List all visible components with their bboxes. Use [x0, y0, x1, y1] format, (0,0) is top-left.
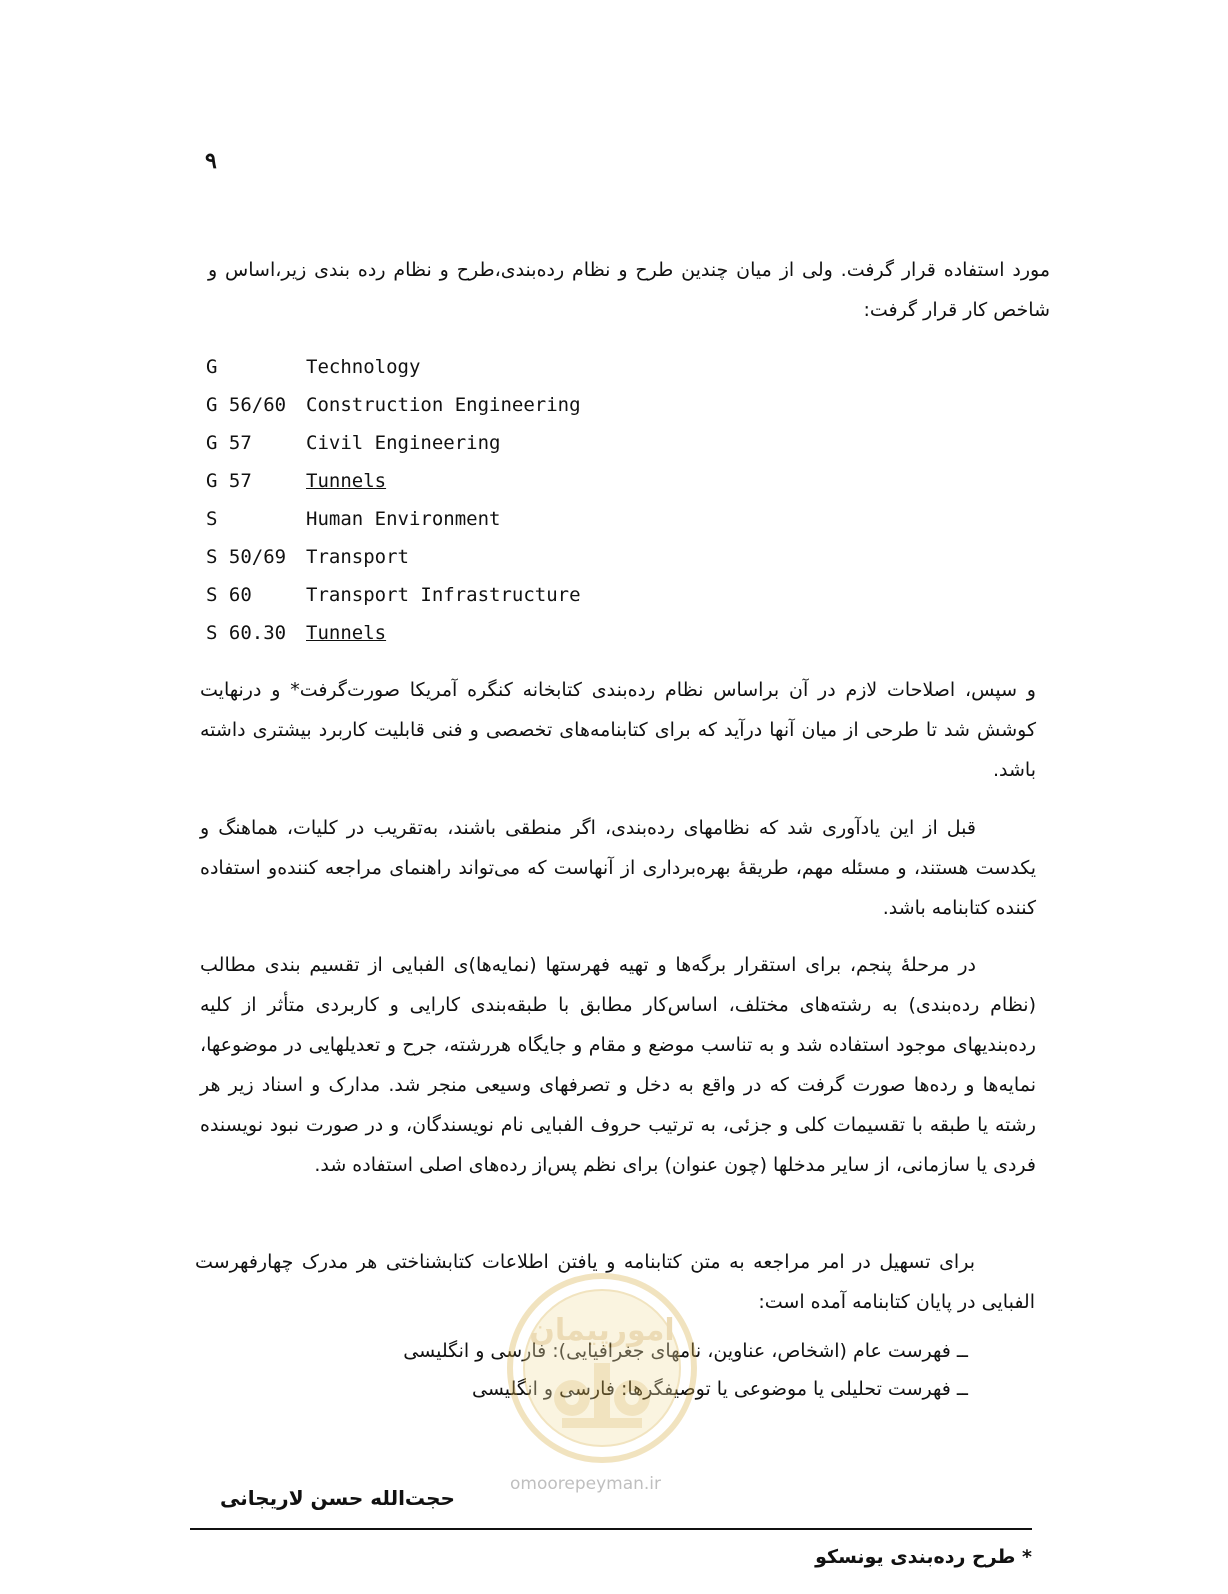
classification-code: G 57 [206, 432, 252, 454]
classification-code: S [206, 508, 218, 530]
classification-label: Transport [306, 546, 409, 568]
classification-label: Tunnels [306, 622, 387, 644]
classification-row [206, 462, 581, 500]
classification-code: S 50/69 [206, 546, 287, 568]
classification-row [206, 386, 581, 424]
watermark-text: امورپیمان [529, 1313, 675, 1348]
index-item-subject: ــ فهرست تحلیلی یا موضوعی یا توصیفگرها: فارسی و انگلیسی [472, 1378, 968, 1400]
classification-code: G [206, 356, 218, 378]
classification-label: Civil Engineering [306, 432, 501, 454]
classification-label: Technology [306, 356, 421, 378]
page-number: ۹ [205, 148, 217, 174]
paragraph-fifth-stage: در مرحلهٔ پنجم، برای استقرار برگه‌ها و تهیه فهرستها (نمایه‌ها)ی الفبایی از تقسیم بندی مطالب (نظام رده‌بندی) به رشته‌های مختلف، اساس‌کار مطابق با طبقه‌بندی کارایی و کاربردی متأثر از کلیه رده‌بندیهای موجود استفاده شد و به تناسب موضع و مقام و جایگاه هررشته، جرح و تعدیلهایی در موضوعها، نمایه‌ها و رده‌ها صورت گرفت که در واقع به دخل و تصرفهای وسیعی منجر شد. مدارک و اسناد زیر هر رشته یا طبقه با تقسیمات کلی و جزئی، به ترتیب حروف الفبایی نام نویسندگان، و در صورت نبود نویسنده فردی یا سازمانی، از سایر مدخلها (چون عنوان) برای نظم پس‌از رده‌های اصلی استفاده شد. [200, 954, 1036, 1176]
index-item-general: ــ فهرست عام (اشخاص، عناوین، نامهای جغرافیایی): فارسی و انگلیسی [403, 1340, 968, 1362]
classification-row [206, 424, 581, 462]
classification-row [206, 538, 581, 576]
classification-row [206, 614, 581, 652]
footnote-divider [190, 1528, 1032, 1530]
classification-code: G 56/60 [206, 394, 287, 416]
intro-paragraph: مورد استفاده قرار گرفت. ولی از میان چندین طرح و نظام رده‌بندی،طرح و نظام رده بندی زیر،اساس و شاخص کار قرار گرفت: [208, 259, 1050, 321]
classification-row [206, 500, 581, 538]
classification-label: Construction Engineering [306, 394, 581, 416]
author-signature: حجت‌الله حسن لاریجانی [220, 1486, 455, 1510]
footnote: * طرح رده‌بندی یونسکو [815, 1546, 1032, 1568]
watermark-seal-icon [502, 1268, 702, 1468]
classification-row [206, 348, 581, 386]
classification-label: Tunnels [306, 470, 387, 492]
paragraph-indexes: برای تسهیل در امر مراجعه به متن کتابنامه و یافتن اطلاعات کتابشناختی هر مدرک چهارفهرست الفبایی در پایان کتابنامه آمده است: [195, 1251, 1035, 1313]
classification-list [206, 348, 581, 652]
watermark-url: omoorepeyman.ir [510, 1474, 662, 1494]
classification-label: Transport Infrastructure [306, 584, 581, 606]
paragraph-classification-systems: قبل از این یادآوری شد که نظامهای رده‌بندی، اگر منطقی باشند، به‌تقریب در کلیات، هماهنگ و یکدست هستند، و مسئله مهم، طریقهٔ بهره‌برداری از آنهاست که می‌تواند راهنمای مراجعه کننده‌و استفاده کننده کتابنامه باشد. [200, 817, 1036, 919]
classification-code: G 57 [206, 470, 252, 492]
paragraph-loc-modification: و سپس، اصلاحات لازم در آن براساس نظام رده‌بندی کتابخانه کنگره آمریکا صورت‌گرفت* و درنهایت کوشش شد تا طرحی از میان آنها درآید که برای کتابنامه‌های تخصصی و فنی قابلیت کاربرد بیشتری داشته باشد. [200, 679, 1036, 781]
classification-row [206, 576, 581, 614]
classification-label: Human Environment [306, 508, 501, 530]
classification-code: S 60.30 [206, 622, 287, 644]
classification-code: S 60 [206, 584, 252, 606]
